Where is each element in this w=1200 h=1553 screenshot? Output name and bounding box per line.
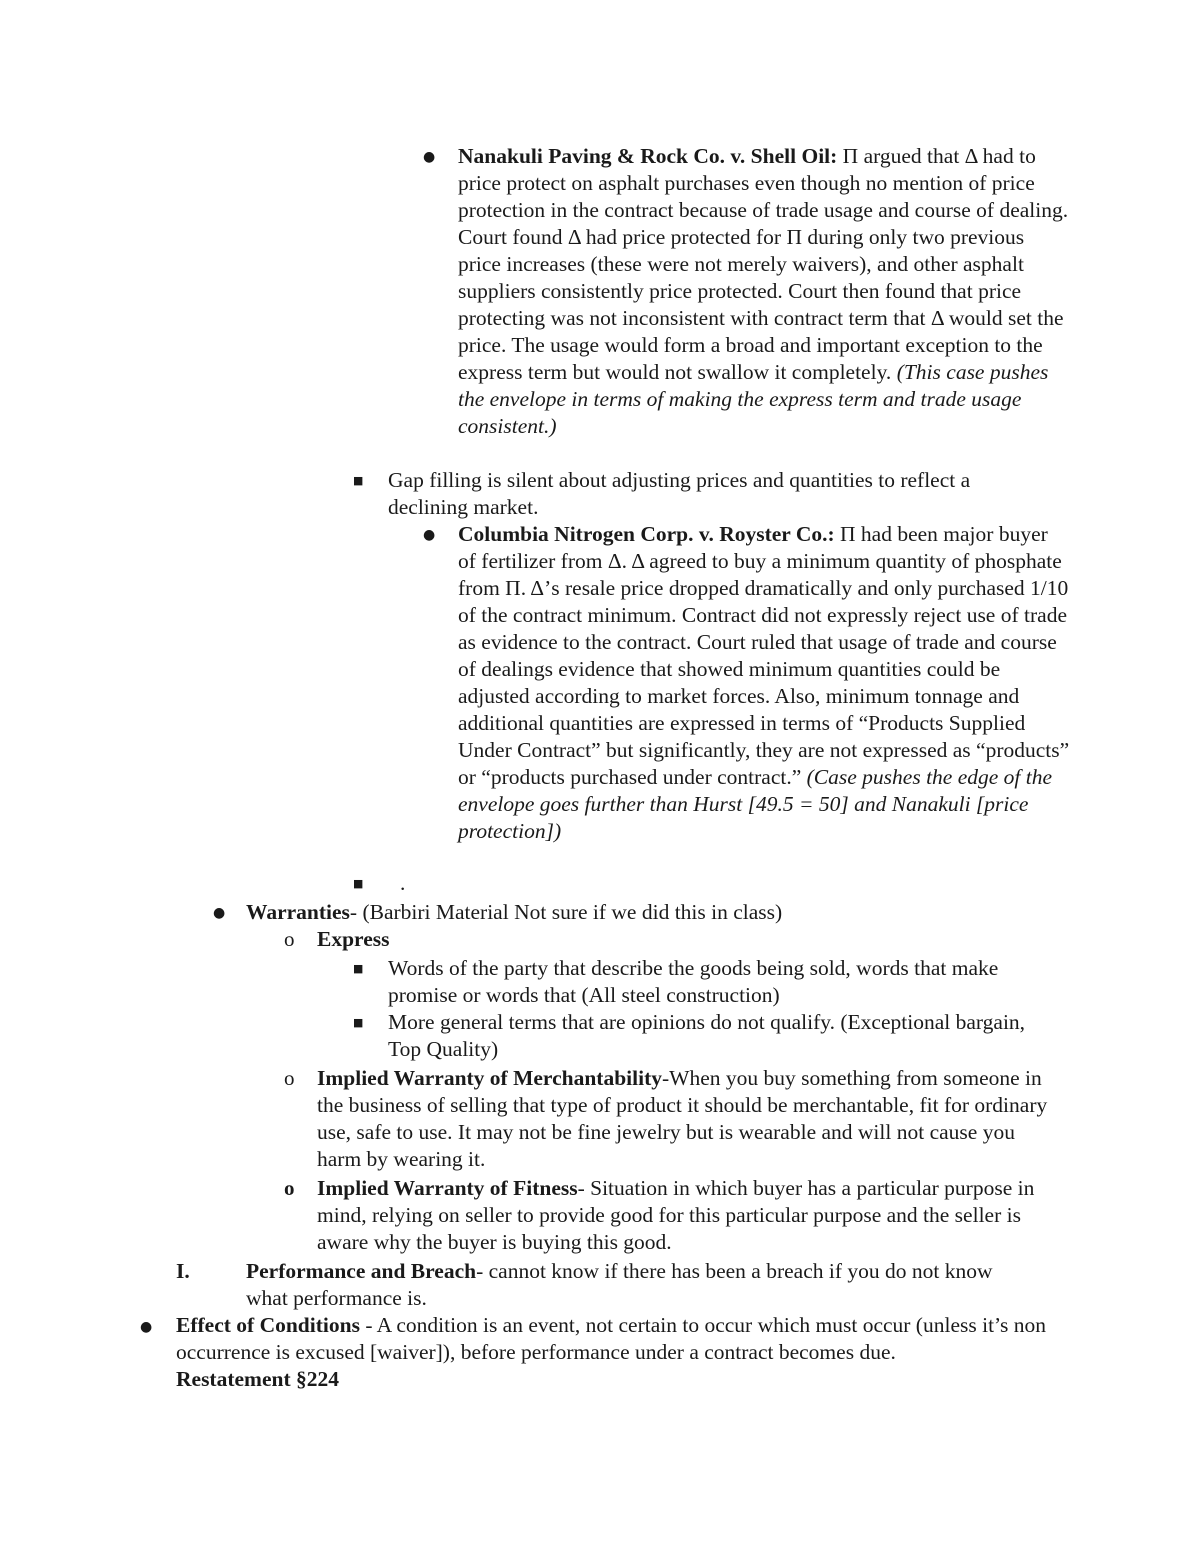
empty-list-item: . bbox=[400, 871, 406, 895]
fitness-title: Implied Warranty of Fitness bbox=[317, 1176, 578, 1200]
merchantability-paragraph bbox=[317, 1065, 1052, 1173]
performance-title: Performance and Breach bbox=[246, 1259, 477, 1283]
express-item-1: Words of the party that describe the goods being sold, words that make promise or words that (All steel construction) bbox=[388, 956, 999, 1007]
bullet-circle: o bbox=[284, 1176, 295, 1200]
case-note-columbia: (Case pushes the edge of the envelope goes further than Hurst [49.5 = 50] and Nanakuli [price protection]) bbox=[458, 765, 1053, 843]
conditions-body: - A condition is an event, not certain to occur which must occur (unless it’s non occurrence is excused [waiver]), before performance under a contract becomes due. bbox=[176, 1313, 1047, 1364]
fitness-body: - Situation in which buyer has a particular purpose in mind, relying on seller to provide good for this particular purpose and the seller is aware why the buyer is buying this good. bbox=[317, 1176, 1035, 1254]
bullet-dot: ● bbox=[213, 905, 226, 921]
fitness-paragraph bbox=[317, 1175, 1052, 1256]
bullet-square: ■ bbox=[353, 1016, 364, 1029]
nanakuli-paragraph bbox=[458, 143, 1070, 440]
bullet-dot: ● bbox=[140, 1319, 153, 1335]
case-title-nanakuli: Nanakuli Paving & Rock Co. v. Shell Oil: bbox=[458, 144, 838, 168]
bullet-circle: o bbox=[284, 1066, 295, 1090]
express-heading bbox=[317, 926, 389, 953]
merchantability-body: -When you buy something from someone in the business of selling that type of product it should be merchantable, fit for ordinary use, safe to use. It may not be fine jewelry but is wearable and will not cause you harm by wearing it. bbox=[317, 1066, 1048, 1171]
case-note-nanakuli: (This case pushes the envelope in terms of making the express term and trade usage consistent.) bbox=[458, 360, 1049, 438]
section-numeral: I. bbox=[176, 1259, 190, 1283]
express-item-2: More general terms that are opinions do not qualify. (Exceptional bargain, Top Quality) bbox=[388, 1010, 1026, 1061]
warranties-heading bbox=[246, 899, 1066, 926]
case-body-columbia: Π had been major buyer of fertilizer from Δ. Δ agreed to buy a minimum quantity of phosphate from Π. Δ’s resale price dropped dramatically and only purchased 1/10 of the contract minimum. Contract did not expressly reject use of trade as evidence to the contract. Court ruled that usage of trade and course of dealings evidence that showed minimum quantities could be adjusted according to market forces. Also, minimum tonnage and additional quantities are expressed in terms of “Products Supplied Under Contract” but significantly, they are not expressed as “products” or “products purchased under contract.” bbox=[458, 522, 1070, 789]
performance-body: - cannot know if there has been a breach if you do not know what performance is. bbox=[246, 1259, 993, 1310]
performance-paragraph bbox=[246, 1258, 1021, 1312]
bullet-circle: o bbox=[284, 927, 295, 951]
express-title: Express bbox=[317, 927, 390, 951]
columbia-paragraph bbox=[458, 521, 1070, 845]
bullet-square: ■ bbox=[353, 962, 364, 975]
bullet-square: ■ bbox=[353, 474, 364, 487]
gap-filling-paragraph: Gap filling is silent about adjusting prices and quantities to reflect a declining market. bbox=[388, 468, 971, 519]
case-body-nanakuli: Π argued that Δ had to price protect on asphalt purchases even though no mention of price protection in the contract because of trade usage and course of dealing. Court found Δ had price protected for Π during only two previous price increases (these were not merely waivers), and other asphalt suppliers consistently price protected. Court then found that price protecting was not inconsistent with contract term that Δ would set the price. The usage would form a broad and important exception to the express term but would not swallow it completely. bbox=[458, 144, 1069, 384]
case-title-columbia: Columbia Nitrogen Corp. v. Royster Co.: bbox=[458, 522, 835, 546]
bullet-dot: ● bbox=[423, 527, 436, 543]
bullet-dot: ● bbox=[423, 149, 436, 165]
merchantability-title: Implied Warranty of Merchantability bbox=[317, 1066, 662, 1090]
restatement-reference: Restatement §224 bbox=[176, 1367, 339, 1391]
warranties-title: Warranties bbox=[246, 900, 350, 924]
warranties-body: - (Barbiri Material Not sure if we did this in class) bbox=[349, 900, 783, 924]
conditions-title: Effect of Conditions bbox=[176, 1313, 360, 1337]
bullet-square: ■ bbox=[353, 877, 364, 890]
conditions-paragraph bbox=[176, 1312, 1066, 1393]
